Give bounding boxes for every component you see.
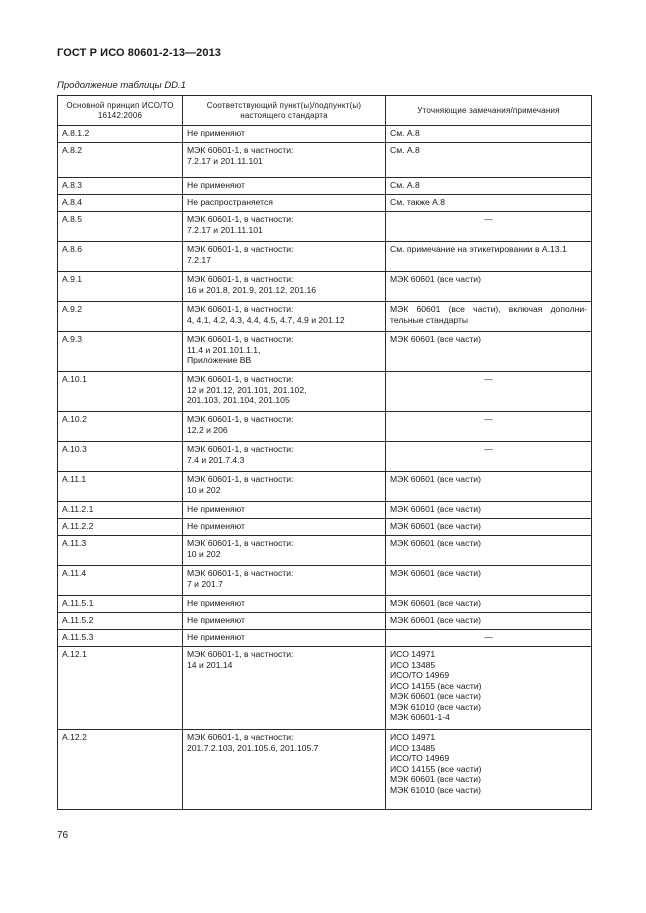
standards-table bbox=[57, 95, 592, 810]
cell-note bbox=[386, 195, 592, 212]
cell-note bbox=[386, 178, 592, 195]
cell-note bbox=[386, 730, 592, 810]
cell-clause bbox=[183, 519, 386, 536]
clause-line: 12.2 и 206 bbox=[187, 424, 228, 435]
clause-line: МЭК 60601-1, в частности: bbox=[187, 374, 294, 384]
clause-line: Не применяют bbox=[187, 632, 245, 642]
clause-line: Не применяют bbox=[187, 128, 245, 138]
cell-clause bbox=[183, 647, 386, 730]
clause-line: МЭК 60601-1, в частности: bbox=[187, 334, 294, 344]
note-line: — bbox=[484, 414, 493, 424]
cell-note bbox=[386, 613, 592, 630]
clause-line: Не распространяется bbox=[187, 197, 273, 207]
clause-line: МЭК 60601-1, в частности: bbox=[187, 538, 294, 548]
clause-line: Не применяют bbox=[187, 615, 245, 625]
clause-line: Не применяют bbox=[187, 598, 245, 608]
table-row bbox=[58, 412, 592, 442]
cell-clause bbox=[183, 143, 386, 178]
table-row bbox=[58, 212, 592, 242]
cell-clause bbox=[183, 126, 386, 143]
cell-principle: A.10.1 bbox=[58, 372, 183, 412]
cell-clause bbox=[183, 536, 386, 566]
table-row bbox=[58, 143, 592, 178]
clause-line: 201.103, 201.104, 201.105 bbox=[187, 395, 290, 405]
cell-principle: A.8.1.2 bbox=[58, 126, 183, 143]
clause-line: 10 и 202 bbox=[187, 484, 221, 495]
page-number: 76 bbox=[57, 830, 69, 841]
note-line: ИСО 14971 bbox=[390, 732, 436, 742]
cell-principle: A.8.5 bbox=[58, 212, 183, 242]
clause-line: МЭК 60601-1, в частности: bbox=[187, 649, 294, 659]
note-line: См. примечание на этикетировании в А.13.1 bbox=[390, 244, 567, 254]
clause-line: 10 и 202 bbox=[187, 548, 221, 559]
note-line: МЭК 60601 (все части) bbox=[390, 538, 481, 548]
table-header-row bbox=[58, 96, 592, 126]
cell-note bbox=[386, 519, 592, 536]
cell-clause bbox=[183, 412, 386, 442]
note-line: ИСО 14155 (все части) bbox=[390, 680, 482, 691]
cell-note bbox=[386, 212, 592, 242]
cell-principle: A.8.6 bbox=[58, 242, 183, 272]
note-line: МЭК 61010 (все части) bbox=[390, 784, 481, 795]
table-row bbox=[58, 178, 592, 195]
column-header-principle: Основной принцип ИСО/ТО 16142:2006 bbox=[58, 96, 183, 126]
note-line: МЭК 60601 (все части), включая дополни-тельные стандарты bbox=[390, 304, 587, 325]
cell-principle: A.11.4 bbox=[58, 566, 183, 596]
cell-principle: A.11.2.1 bbox=[58, 502, 183, 519]
clause-line: Не применяют bbox=[187, 521, 245, 531]
cell-note bbox=[386, 536, 592, 566]
clause-line: 201.7.2.103, 201.105.6, 201.105.7 bbox=[187, 742, 319, 753]
cell-principle: A.8.3 bbox=[58, 178, 183, 195]
cell-principle: A.12.1 bbox=[58, 647, 183, 730]
clause-line: 7.2.17 и 201.11.101 bbox=[187, 155, 263, 166]
cell-principle: A.11.1 bbox=[58, 472, 183, 502]
cell-note bbox=[386, 302, 592, 332]
cell-principle: A.9.3 bbox=[58, 332, 183, 372]
column-header-clause: Соответствующий пункт(ы)/подпункт(ы) настоящего стандарта bbox=[183, 96, 386, 126]
note-line: См. А.8 bbox=[390, 145, 420, 155]
cell-clause bbox=[183, 442, 386, 472]
cell-principle: A.11.5.2 bbox=[58, 613, 183, 630]
table-row bbox=[58, 302, 592, 332]
cell-note bbox=[386, 442, 592, 472]
cell-principle: A.10.3 bbox=[58, 442, 183, 472]
clause-line: МЭК 60601-1, в частности: bbox=[187, 414, 294, 424]
cell-principle: A.8.4 bbox=[58, 195, 183, 212]
cell-principle: A.11.2.2 bbox=[58, 519, 183, 536]
note-line: МЭК 60601 (все части) bbox=[390, 334, 481, 344]
cell-clause bbox=[183, 566, 386, 596]
note-line: ИСО 13485 bbox=[390, 659, 436, 670]
note-line: См. также А.8 bbox=[390, 197, 446, 207]
cell-principle: A.11.5.3 bbox=[58, 630, 183, 647]
cell-note bbox=[386, 630, 592, 647]
clause-line: 16 и 201.8, 201.9, 201.12, 201.16 bbox=[187, 284, 317, 295]
note-line: МЭК 60601 (все части) bbox=[390, 274, 481, 284]
note-line: ИСО/ТО 14969 bbox=[390, 670, 450, 680]
note-line: МЭК 60601 (все части) bbox=[390, 774, 481, 784]
note-line: ИСО 14155 (все части) bbox=[390, 763, 482, 774]
table-row bbox=[58, 332, 592, 372]
cell-clause bbox=[183, 630, 386, 647]
table-body bbox=[58, 126, 592, 810]
table-row bbox=[58, 195, 592, 212]
cell-note bbox=[386, 126, 592, 143]
table-row bbox=[58, 630, 592, 647]
document-title: ГОСТ Р ИСО 80601-2-13—2013 bbox=[57, 47, 222, 59]
cell-principle: A.11.5.1 bbox=[58, 596, 183, 613]
clause-line: 11.4 и 201.101.1.1, bbox=[187, 344, 261, 355]
cell-note bbox=[386, 566, 592, 596]
cell-note bbox=[386, 272, 592, 302]
cell-principle: A.9.1 bbox=[58, 272, 183, 302]
clause-line: МЭК 60601-1, в частности: bbox=[187, 474, 294, 484]
cell-clause bbox=[183, 212, 386, 242]
note-line: МЭК 60601 (все части) bbox=[390, 568, 481, 578]
note-line: МЭК 60601-1-4 bbox=[390, 712, 450, 722]
note-line: ИСО 13485 bbox=[390, 742, 436, 753]
note-line: МЭК 60601 (все части) bbox=[390, 615, 481, 625]
cell-clause bbox=[183, 178, 386, 195]
clause-line: МЭК 60601-1, в частности: bbox=[187, 244, 294, 254]
clause-line: МЭК 60601-1, в частности: bbox=[187, 568, 294, 578]
note-line: МЭК 60601 (все части) bbox=[390, 691, 481, 701]
table-row bbox=[58, 730, 592, 810]
note-line: — bbox=[484, 444, 493, 454]
table-row bbox=[58, 596, 592, 613]
note-line: См. А.8 bbox=[390, 180, 420, 190]
table-row bbox=[58, 442, 592, 472]
table-row bbox=[58, 566, 592, 596]
cell-note bbox=[386, 242, 592, 272]
cell-principle: A.12.2 bbox=[58, 730, 183, 810]
clause-line: МЭК 60601-1, в частности: bbox=[187, 444, 294, 454]
cell-clause bbox=[183, 613, 386, 630]
cell-clause bbox=[183, 596, 386, 613]
note-line: ИСО/ТО 14969 bbox=[390, 753, 450, 763]
cell-principle: A.8.2 bbox=[58, 143, 183, 178]
table-row bbox=[58, 647, 592, 730]
cell-clause bbox=[183, 195, 386, 212]
cell-clause bbox=[183, 302, 386, 332]
cell-clause bbox=[183, 332, 386, 372]
clause-line: 7.4 и 201.7.4.3 bbox=[187, 454, 245, 465]
cell-clause bbox=[183, 730, 386, 810]
clause-line: МЭК 60601-1, в частности: bbox=[187, 145, 294, 155]
table-row bbox=[58, 372, 592, 412]
note-line: — bbox=[484, 374, 493, 384]
column-header-note: Уточняющие замечания/примечания bbox=[386, 96, 592, 126]
note-line: — bbox=[484, 632, 493, 642]
cell-principle: A.11.3 bbox=[58, 536, 183, 566]
clause-line: 7.2.17 и 201.11.101 bbox=[187, 224, 263, 235]
table-row bbox=[58, 536, 592, 566]
cell-clause bbox=[183, 472, 386, 502]
table-row bbox=[58, 242, 592, 272]
table-caption: Продолжение таблицы DD.1 bbox=[57, 80, 186, 91]
clause-line: МЭК 60601-1, в частности: bbox=[187, 274, 294, 284]
note-line: См. А.8 bbox=[390, 128, 420, 138]
table-row bbox=[58, 613, 592, 630]
note-line: МЭК 60601 (все части) bbox=[390, 521, 481, 531]
note-line: ИСО 14971 bbox=[390, 649, 436, 659]
clause-line: МЭК 60601-1, в частности: bbox=[187, 214, 294, 224]
cell-principle: A.10.2 bbox=[58, 412, 183, 442]
clause-line: Не применяют bbox=[187, 180, 245, 190]
clause-line: Приложение ВВ bbox=[187, 355, 252, 365]
cell-clause bbox=[183, 502, 386, 519]
cell-clause bbox=[183, 272, 386, 302]
note-line: МЭК 60601 (все части) bbox=[390, 474, 481, 484]
table-row bbox=[58, 472, 592, 502]
cell-note bbox=[386, 412, 592, 442]
clause-line: 4, 4.1, 4.2, 4.3, 4.4, 4.5, 4.7, 4.9 и 201.12 bbox=[187, 314, 345, 325]
cell-note bbox=[386, 372, 592, 412]
cell-note bbox=[386, 596, 592, 613]
note-line: — bbox=[484, 214, 493, 224]
table-row bbox=[58, 502, 592, 519]
clause-line: Не применяют bbox=[187, 504, 245, 514]
table-row bbox=[58, 126, 592, 143]
cell-clause bbox=[183, 372, 386, 412]
clause-line: 7.2.17 bbox=[187, 254, 211, 265]
cell-note bbox=[386, 472, 592, 502]
clause-line: МЭК 60601-1, в частности: bbox=[187, 304, 294, 314]
cell-note bbox=[386, 647, 592, 730]
table-row bbox=[58, 519, 592, 536]
cell-principle: A.9.2 bbox=[58, 302, 183, 332]
table-row bbox=[58, 272, 592, 302]
note-line: МЭК 60601 (все части) bbox=[390, 598, 481, 608]
cell-note bbox=[386, 143, 592, 178]
note-line: МЭК 61010 (все части) bbox=[390, 701, 481, 712]
cell-note bbox=[386, 332, 592, 372]
clause-line: 14 и 201.14 bbox=[187, 659, 233, 670]
clause-line: 7 и 201.7 bbox=[187, 578, 223, 589]
clause-line: МЭК 60601-1, в частности: bbox=[187, 732, 294, 742]
note-line: МЭК 60601 (все части) bbox=[390, 504, 481, 514]
cell-note bbox=[386, 502, 592, 519]
cell-clause bbox=[183, 242, 386, 272]
clause-line: 12 и 201.12, 201.101, 201.102, bbox=[187, 384, 307, 395]
